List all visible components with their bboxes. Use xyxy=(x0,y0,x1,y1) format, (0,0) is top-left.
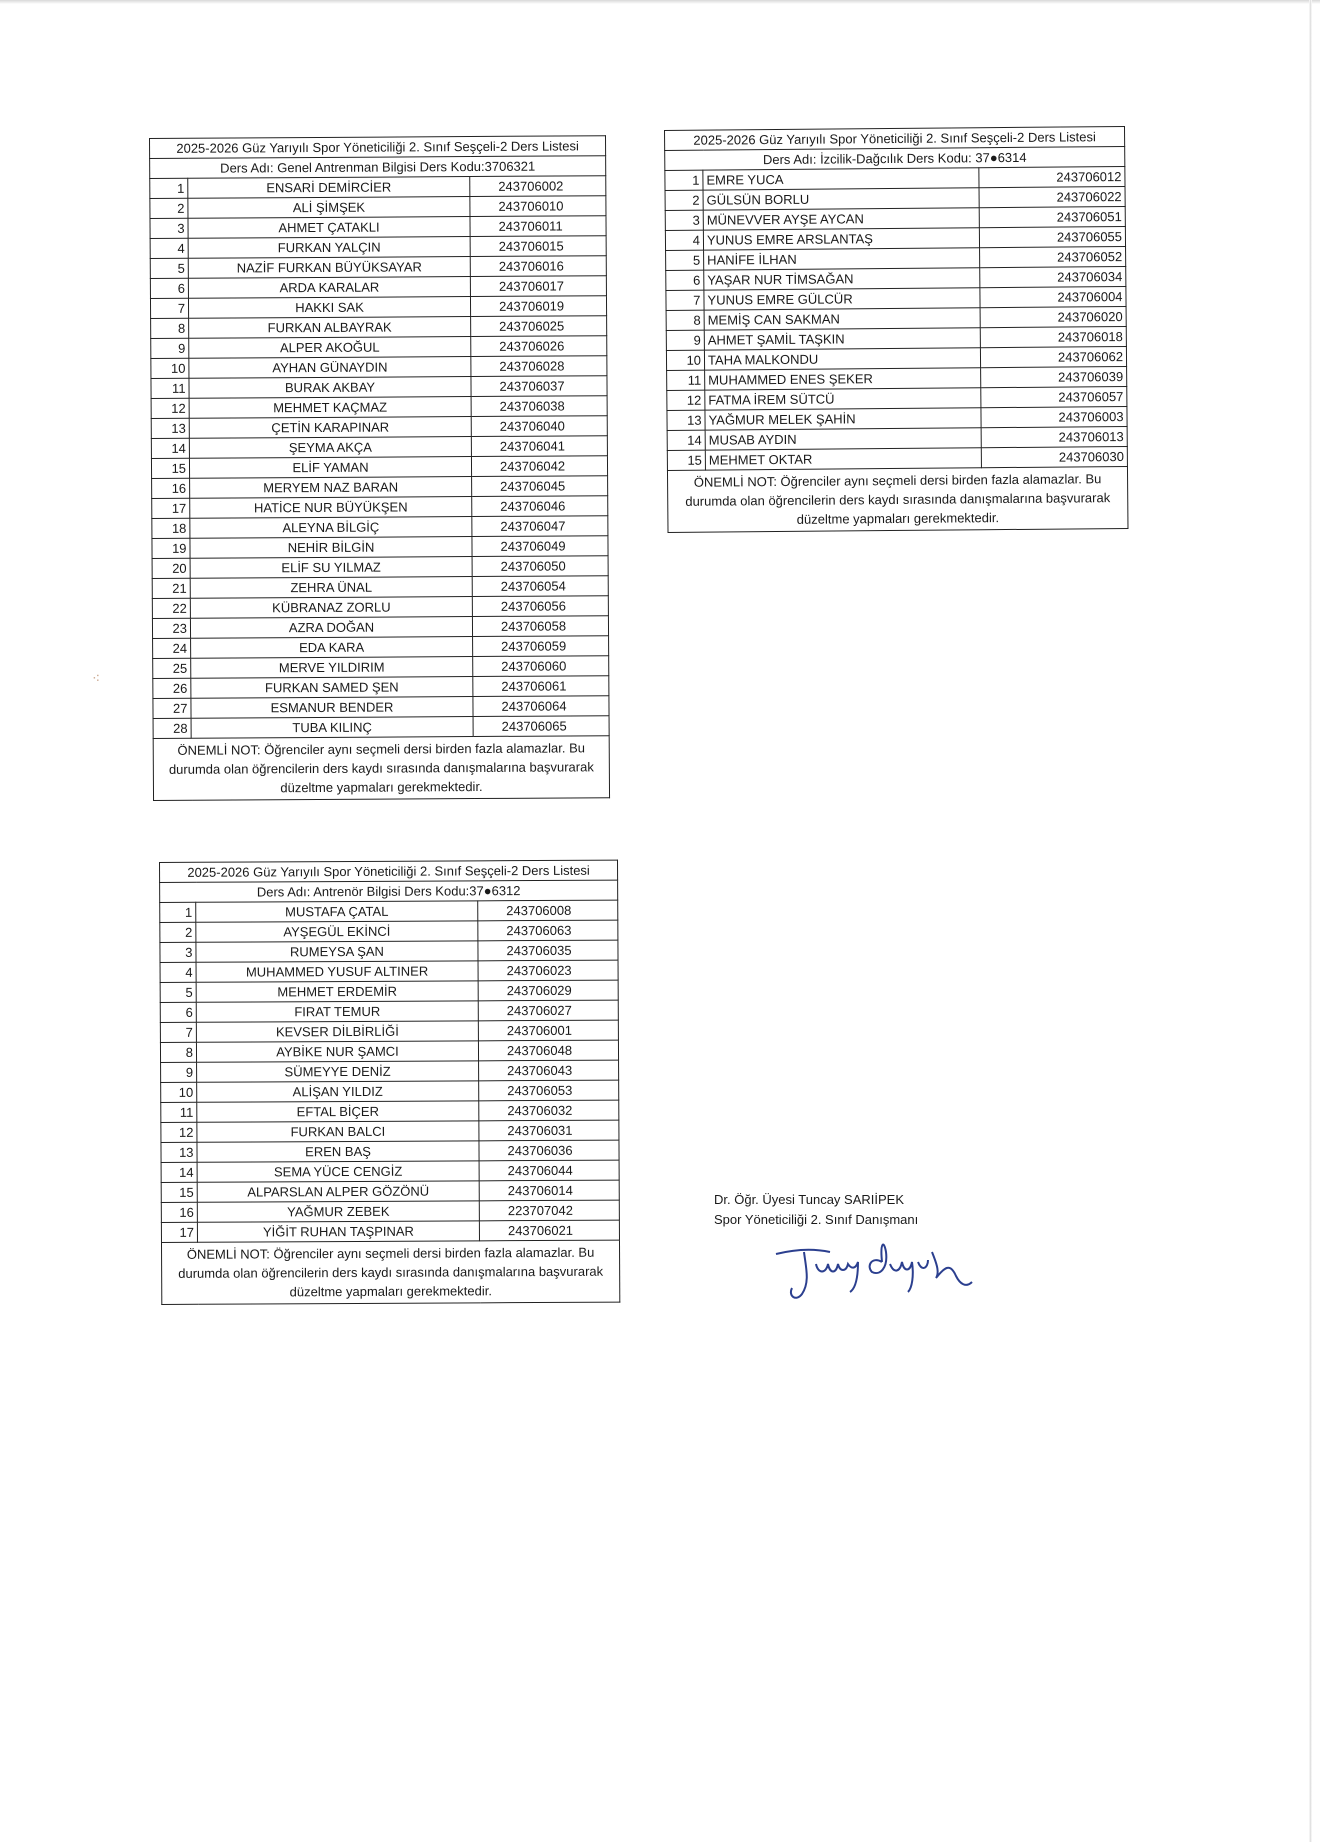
student-number: 243706014 xyxy=(479,1180,619,1201)
student-number: 243706012 xyxy=(979,166,1125,187)
student-number: 243706037 xyxy=(471,376,607,397)
student-number: 243706062 xyxy=(980,346,1126,367)
row-number: 1 xyxy=(160,902,196,922)
student-name: ESMANUR BENDER xyxy=(191,697,473,719)
row-number: 24 xyxy=(153,638,191,658)
row-number: 9 xyxy=(161,1062,197,1082)
student-name: AYBİKE NUR ŞAMCI xyxy=(196,1041,478,1062)
row-number: 11 xyxy=(151,378,189,398)
student-name: MERVE YILDIRIM xyxy=(191,657,473,679)
student-name: NEHİR BİLGİN xyxy=(190,537,472,559)
student-name: FURKAN SAMED ŞEN xyxy=(191,677,473,699)
row-number: 13 xyxy=(667,410,705,430)
student-name: YUNUS EMRE ARSLANTAŞ xyxy=(703,228,979,250)
student-number: 243706049 xyxy=(472,536,608,557)
student-name: YUNUS EMRE GÜLCÜR xyxy=(704,288,980,310)
row-number: 10 xyxy=(151,358,189,378)
row-number: 14 xyxy=(667,430,705,450)
student-number: 223707042 xyxy=(479,1200,619,1221)
student-name: KÜBRANAZ ZORLU xyxy=(190,597,472,619)
table-row xyxy=(151,316,607,339)
student-number: 243706061 xyxy=(473,676,609,697)
student-number: 243706058 xyxy=(472,616,608,637)
table-title-row xyxy=(150,136,606,159)
table-row xyxy=(153,676,609,699)
student-number: 243706055 xyxy=(979,226,1125,247)
row-number: 8 xyxy=(666,310,704,330)
student-number: 243706011 xyxy=(470,216,606,237)
row-number: 2 xyxy=(665,190,703,210)
table-row xyxy=(152,596,608,619)
table-row xyxy=(152,616,608,639)
row-number: 7 xyxy=(160,1022,196,1042)
row-number: 6 xyxy=(666,270,704,290)
table-row xyxy=(151,396,607,419)
row-number: 22 xyxy=(152,598,190,618)
scan-edge-right xyxy=(1309,0,1312,1842)
table-row xyxy=(150,276,606,299)
table-row xyxy=(153,716,609,739)
student-number: 243706016 xyxy=(470,256,606,277)
row-number: 2 xyxy=(160,922,196,942)
table-title: 2025-2026 Güz Yarıyılı Spor Yöneticiliği 2. Sınıf Seşçeli-2 Ders Listesi xyxy=(160,860,618,882)
student-number: 243706065 xyxy=(473,716,609,737)
important-note: ÖNEMLİ NOT: Öğrenciler aynı seçmeli dersi birden fazla alamazlar. Bu durumda olan öğrencilerin ders kaydı sırasında danışmalarına başvurarak düzeltme yapmaları gerekmektedir. xyxy=(667,466,1128,532)
student-number: 243706028 xyxy=(471,356,607,377)
important-note: ÖNEMLİ NOT: Öğrenciler aynı seçmeli dersi birden fazla alamazlar. Bu durumda olan öğrencilerin ders kaydı sırasında danışmalarına başvurarak düzeltme yapmaları gerekmektedir. xyxy=(161,1240,619,1304)
student-name: YAĞMUR MELEK ŞAHİN xyxy=(705,408,981,430)
student-name: EMRE YUCA xyxy=(703,168,979,190)
student-name: ÇETİN KARAPINAR xyxy=(189,417,471,439)
student-name: ZEHRA ÜNAL xyxy=(190,577,472,599)
table-row xyxy=(160,940,618,962)
note-row xyxy=(161,1240,619,1304)
table-row xyxy=(150,176,606,199)
student-number: 243706022 xyxy=(979,186,1125,207)
row-number: 7 xyxy=(150,298,188,318)
row-number: 15 xyxy=(161,1182,197,1202)
student-number: 243706036 xyxy=(479,1140,619,1161)
row-number: 27 xyxy=(153,698,191,718)
row-number: 4 xyxy=(160,962,196,982)
row-number: 16 xyxy=(152,478,190,498)
student-name: MUSAB AYDIN xyxy=(705,428,981,450)
student-number: 243706025 xyxy=(471,316,607,337)
student-name: AHMET ÇATAKLI xyxy=(188,217,470,239)
student-name: YAĞMUR ZEBEK xyxy=(197,1201,479,1222)
table-subtitle-row xyxy=(160,880,618,902)
table-row xyxy=(161,1200,619,1222)
student-name: GÜLSÜN BORLU xyxy=(703,188,979,210)
student-number: 243706038 xyxy=(471,396,607,417)
row-number: 5 xyxy=(666,250,704,270)
student-number: 243706015 xyxy=(470,236,606,257)
handwritten-signature xyxy=(772,1232,982,1312)
student-name: MEHMET KAÇMAZ xyxy=(189,397,471,419)
student-number: 243706053 xyxy=(479,1080,619,1101)
row-number: 28 xyxy=(153,718,191,738)
table-row xyxy=(152,536,608,559)
student-name: AYHAN GÜNAYDIN xyxy=(189,357,471,379)
student-number: 243706035 xyxy=(478,940,618,961)
row-number: 3 xyxy=(150,218,188,238)
table-row xyxy=(161,1220,619,1242)
row-number: 6 xyxy=(150,278,188,298)
row-number: 19 xyxy=(152,538,190,558)
student-name: ALPARSLAN ALPER GÖZÖNÜ xyxy=(197,1181,479,1202)
table-row xyxy=(151,356,607,379)
row-number: 1 xyxy=(665,170,703,190)
course-info: Ders Adı: Genel Antrenman Bilgisi Ders Kodu:3706321 xyxy=(150,156,606,179)
table-row xyxy=(160,900,618,922)
row-number: 4 xyxy=(665,230,703,250)
course-info: Ders Adı: Antrenör Bilgisi Ders Kodu:37●6312 xyxy=(160,880,618,902)
table-row xyxy=(150,196,606,219)
student-number: 243706031 xyxy=(479,1120,619,1141)
row-number: 13 xyxy=(151,418,189,438)
student-name: MEHMET OKTAR xyxy=(705,448,981,470)
student-name: HATİCE NUR BÜYÜKŞEN xyxy=(190,497,472,519)
student-name: MUHAMMED ENES ŞEKER xyxy=(705,368,981,390)
student-number: 243706017 xyxy=(470,276,606,297)
table-row xyxy=(153,656,609,679)
student-name: ELİF YAMAN xyxy=(189,457,471,479)
table-row xyxy=(161,1180,619,1202)
table-row xyxy=(160,960,618,982)
table-subtitle-row xyxy=(150,156,606,179)
student-name: RUMEYSA ŞAN xyxy=(196,941,478,962)
student-number: 243706064 xyxy=(473,696,609,717)
advisor-title: Spor Yöneticiliği 2. Sınıf Danışmanı xyxy=(714,1212,919,1227)
row-number: 1 xyxy=(150,178,188,198)
note-row xyxy=(667,466,1128,532)
table-body xyxy=(150,136,610,801)
row-number: 9 xyxy=(666,330,704,350)
table-row xyxy=(153,636,609,659)
student-name: EREN BAŞ xyxy=(197,1141,479,1162)
row-number: 25 xyxy=(153,658,191,678)
course-info: Ders Adı: İzcilik-Dağcılık Ders Kodu: 37●6314 xyxy=(665,146,1125,170)
table-row xyxy=(160,1000,618,1022)
table-row xyxy=(151,436,607,459)
student-name: ELİF SU YILMAZ xyxy=(190,557,472,579)
student-number: 243706002 xyxy=(470,176,606,197)
student-number: 243706029 xyxy=(478,980,618,1001)
student-name: ALİŞAN YILDIZ xyxy=(197,1081,479,1102)
scan-edge-top xyxy=(0,0,1320,4)
student-name: BURAK AKBAY xyxy=(189,377,471,399)
row-number: 11 xyxy=(667,370,705,390)
row-number: 20 xyxy=(152,558,190,578)
student-number: 243706048 xyxy=(478,1040,618,1061)
student-name: AHMET ŞAMİL TAŞKIN xyxy=(704,328,980,350)
course-list-table-antrenor-bilgisi xyxy=(159,860,620,1305)
table-row xyxy=(150,256,606,279)
row-number: 3 xyxy=(160,942,196,962)
row-number: 12 xyxy=(161,1122,197,1142)
student-number: 243706059 xyxy=(473,636,609,657)
table-row xyxy=(161,1140,619,1162)
row-number: 2 xyxy=(150,198,188,218)
student-name: EDA KARA xyxy=(191,637,473,659)
table-row xyxy=(152,496,608,519)
student-name: ALPER AKOĞUL xyxy=(189,337,471,359)
student-number: 243706046 xyxy=(472,496,608,517)
student-name: FURKAN BALCI xyxy=(197,1121,479,1142)
student-name: AZRA DOĞAN xyxy=(190,617,472,639)
table-row xyxy=(160,1040,618,1062)
row-number: 11 xyxy=(161,1102,197,1122)
student-number: 243706013 xyxy=(981,426,1127,447)
student-number: 243706003 xyxy=(981,406,1127,427)
student-number: 243706063 xyxy=(478,920,618,941)
important-note: ÖNEMLİ NOT: Öğrenciler aynı seçmeli dersi birden fazla alamazlar. Bu durumda olan öğrencilerin ders kaydı sırasında danışmalarına başvurarak düzeltme yapmaları gerekmektedir. xyxy=(153,736,609,801)
table-row xyxy=(150,216,606,239)
row-number: 16 xyxy=(161,1202,197,1222)
student-number: 243706039 xyxy=(981,366,1127,387)
table-body xyxy=(160,860,620,1304)
row-number: 3 xyxy=(665,210,703,230)
row-number: 14 xyxy=(151,438,189,458)
student-number: 243706052 xyxy=(980,246,1126,267)
row-number: 14 xyxy=(161,1162,197,1182)
student-name: TAHA MALKONDU xyxy=(704,348,980,370)
student-number: 243706060 xyxy=(473,656,609,677)
student-number: 243706018 xyxy=(980,326,1126,347)
student-name: YİĞİT RUHAN TAŞPINAR xyxy=(197,1221,479,1242)
student-name: HANİFE İLHAN xyxy=(704,248,980,270)
student-number: 243706027 xyxy=(478,1000,618,1021)
row-number: 7 xyxy=(666,290,704,310)
row-number: 8 xyxy=(160,1042,196,1062)
student-number: 243706034 xyxy=(980,266,1126,287)
row-number: 17 xyxy=(161,1222,197,1242)
student-number: 243706056 xyxy=(472,596,608,617)
table-title-row xyxy=(160,860,618,882)
student-number: 243706019 xyxy=(470,296,606,317)
table-row xyxy=(160,1020,618,1042)
scan-speck: ⁖ xyxy=(92,670,101,686)
student-number: 243706051 xyxy=(979,206,1125,227)
student-number: 243706021 xyxy=(479,1220,619,1241)
student-number: 243706044 xyxy=(479,1160,619,1181)
student-name: FIRAT TEMUR xyxy=(196,1001,478,1022)
student-name: FURKAN YALÇIN xyxy=(188,237,470,259)
row-number: 15 xyxy=(151,458,189,478)
table-title: 2025-2026 Güz Yarıyılı Spor Yöneticiliği 2. Sınıf Seşçeli-2 Ders Listesi xyxy=(150,136,606,159)
student-name: ARDA KARALAR xyxy=(188,277,470,299)
student-name: MUHAMMED YUSUF ALTINER xyxy=(196,961,478,982)
table-row xyxy=(161,1120,619,1142)
student-number: 243706008 xyxy=(478,900,618,921)
student-name: KEVSER DİLBİRLİĞİ xyxy=(196,1021,478,1042)
table-row xyxy=(150,236,606,259)
row-number: 6 xyxy=(160,1002,196,1022)
student-number: 243706010 xyxy=(470,196,606,217)
student-number: 243706004 xyxy=(980,286,1126,307)
row-number: 10 xyxy=(161,1082,197,1102)
row-number: 8 xyxy=(151,318,189,338)
student-name: SEMA YÜCE CENGİZ xyxy=(197,1161,479,1182)
student-number: 243706001 xyxy=(478,1020,618,1041)
course-list-table-genel-antrenman xyxy=(149,135,610,801)
student-number: 243706047 xyxy=(472,516,608,537)
table-row xyxy=(152,576,608,599)
row-number: 21 xyxy=(152,578,190,598)
student-number: 243706023 xyxy=(478,960,618,981)
student-number: 243706030 xyxy=(981,446,1127,467)
row-number: 5 xyxy=(150,258,188,278)
student-name: AYŞEGÜL EKİNCİ xyxy=(196,921,478,942)
student-number: 243706040 xyxy=(471,416,607,437)
table-title: 2025-2026 Güz Yarıyılı Spor Yöneticiliği 2. Sınıf Seşçeli-2 Ders Listesi xyxy=(665,126,1125,150)
table-row xyxy=(151,456,607,479)
student-name: MEHMET ERDEMİR xyxy=(196,981,478,1002)
student-name: MEMİŞ CAN SAKMAN xyxy=(704,308,980,330)
student-name: ALEYNA BİLGİÇ xyxy=(190,517,472,539)
advisor-signature-block xyxy=(714,1190,1014,1230)
table-row xyxy=(152,516,608,539)
table-row xyxy=(151,336,607,359)
row-number: 17 xyxy=(152,498,190,518)
student-name: SÜMEYYE DENİZ xyxy=(197,1061,479,1082)
student-name: MERYEM NAZ BARAN xyxy=(190,477,472,499)
student-number: 243706032 xyxy=(479,1100,619,1121)
student-number: 243706045 xyxy=(472,476,608,497)
student-name: NAZİF FURKAN BÜYÜKSAYAR xyxy=(188,257,470,279)
advisor-name: Dr. Öğr. Üyesi Tuncay SARIİPEK xyxy=(714,1192,905,1207)
table-row xyxy=(160,920,618,942)
table-row xyxy=(151,376,607,399)
student-name: MÜNEVVER AYŞE AYCAN xyxy=(703,208,979,230)
student-name: FATMA İREM SÜTCÜ xyxy=(705,388,981,410)
student-name: YAŞAR NUR TİMSAĞAN xyxy=(704,268,980,290)
row-number: 12 xyxy=(667,390,705,410)
table-row xyxy=(161,1060,619,1082)
student-number: 243706043 xyxy=(479,1060,619,1081)
table-row xyxy=(161,1080,619,1102)
row-number: 10 xyxy=(666,350,704,370)
table-row xyxy=(151,416,607,439)
student-number: 243706054 xyxy=(472,576,608,597)
table-body xyxy=(665,126,1129,532)
student-name: HAKKI SAK xyxy=(188,297,470,319)
table-row xyxy=(161,1100,619,1122)
student-number: 243706026 xyxy=(471,336,607,357)
table-row xyxy=(161,1160,619,1182)
student-name: ALİ ŞİMŞEK xyxy=(188,197,470,219)
row-number: 9 xyxy=(151,338,189,358)
row-number: 5 xyxy=(160,982,196,1002)
row-number: 15 xyxy=(667,450,705,470)
student-number: 243706057 xyxy=(981,386,1127,407)
student-name: MUSTAFA ÇATAL xyxy=(196,901,478,922)
table-row xyxy=(160,980,618,1002)
student-number: 243706050 xyxy=(472,556,608,577)
student-number: 243706042 xyxy=(471,456,607,477)
row-number: 18 xyxy=(152,518,190,538)
table-row xyxy=(152,476,608,499)
student-name: FURKAN ALBAYRAK xyxy=(189,317,471,339)
student-name: TUBA KILINÇ xyxy=(191,717,473,739)
row-number: 12 xyxy=(151,398,189,418)
student-number: 243706041 xyxy=(471,436,607,457)
row-number: 4 xyxy=(150,238,188,258)
row-number: 13 xyxy=(161,1142,197,1162)
table-row xyxy=(150,296,606,319)
student-number: 243706020 xyxy=(980,306,1126,327)
student-name: EFTAL BİÇER xyxy=(197,1101,479,1122)
student-name: ŞEYMA AKÇA xyxy=(189,437,471,459)
row-number: 23 xyxy=(152,618,190,638)
row-number: 26 xyxy=(153,678,191,698)
table-row xyxy=(153,696,609,719)
student-name: ENSARİ DEMİRCİER xyxy=(188,177,470,199)
table-row xyxy=(152,556,608,579)
note-row xyxy=(153,736,609,801)
course-list-table-izcilik-dagcilik xyxy=(664,126,1129,533)
